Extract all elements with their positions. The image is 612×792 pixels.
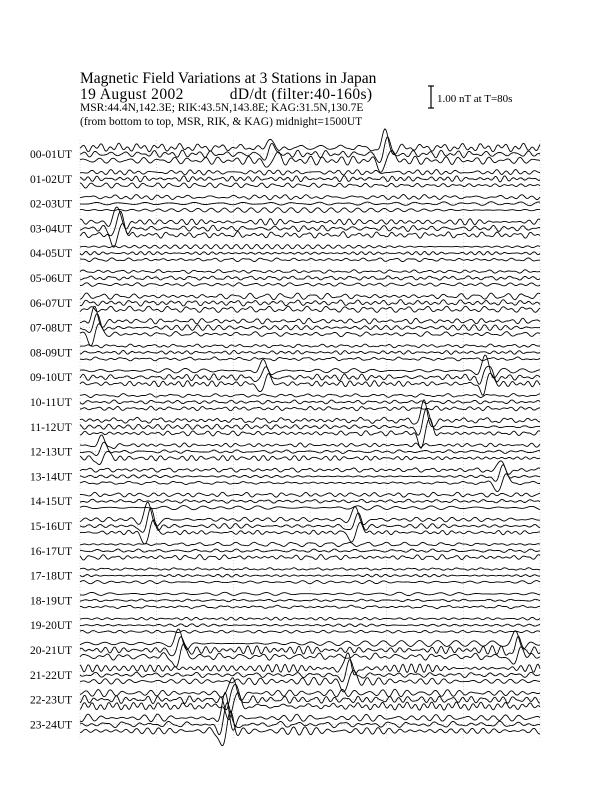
station-trace-rik — [80, 400, 540, 404]
hour-label: 16-17UT — [30, 545, 73, 558]
hour-label: 01-02UT — [30, 173, 73, 186]
station-trace-kag — [80, 306, 540, 327]
station-trace-msr — [80, 324, 540, 346]
stations-info: MSR:44.4N,142.3E; RIK:43.5N,143.8E; KAG:31.5N,130.7E — [80, 102, 364, 114]
hour-label: 08-09UT — [30, 347, 73, 360]
hour-label: 07-08UT — [30, 322, 73, 335]
scale-bar-label: 1.00 nT at T=80s — [437, 93, 513, 105]
station-trace-rik — [80, 499, 540, 503]
station-order-note: (from bottom to top, MSR, RIK, & KAG) midnight=1500UT — [80, 116, 363, 128]
hour-label: 23-24UT — [30, 719, 73, 732]
hour-label: 22-23UT — [30, 694, 73, 707]
station-trace-rik — [80, 636, 540, 656]
hour-label: 06-07UT — [30, 297, 73, 310]
hour-label: 21-22UT — [30, 669, 73, 682]
hour-label: 17-18UT — [30, 570, 73, 583]
station-trace-msr — [80, 555, 540, 560]
hour-label: 11-12UT — [30, 421, 72, 434]
hour-label: 05-06UT — [30, 273, 73, 285]
hour-label: 12-13UT — [30, 446, 73, 459]
hour-label: 03-04UT — [30, 223, 73, 236]
scale-bar — [428, 86, 434, 108]
station-trace-msr — [80, 283, 540, 287]
station-trace-msr — [80, 520, 540, 544]
hour-label: 13-14UT — [30, 471, 73, 484]
station-trace-kag — [80, 502, 540, 526]
station-trace-msr — [80, 208, 540, 213]
row-labels — [30, 149, 72, 731]
station-trace-msr — [80, 373, 540, 395]
station-trace-kag — [80, 195, 540, 200]
hour-label: 09-10UT — [30, 372, 73, 385]
station-trace-kag — [80, 617, 540, 620]
hour-label: 00-01UT — [30, 149, 73, 161]
station-trace-msr — [80, 183, 540, 188]
hour-label: 02-03UT — [30, 198, 73, 211]
hour-label: 10-11UT — [30, 397, 72, 409]
date-label: 19 August 2002 — [80, 86, 184, 103]
quantity-label: dD/dt (filter:40-160s) — [229, 86, 373, 103]
chart-title: Magnetic Field Variations at 3 Stations in Japan — [80, 70, 377, 87]
station-trace-msr — [80, 258, 540, 262]
station-trace-kag — [80, 129, 540, 155]
station-trace-kag — [80, 592, 540, 595]
hour-label: 19-20UT — [30, 620, 73, 633]
station-trace-msr — [80, 581, 540, 584]
hour-label: 15-16UT — [30, 521, 73, 533]
hour-label: 14-15UT — [30, 496, 73, 509]
hour-label: 20-21UT — [30, 645, 73, 657]
hour-label: 04-05UT — [30, 248, 73, 261]
station-trace-msr — [80, 357, 540, 361]
hour-label: 18-19UT — [30, 595, 73, 608]
station-trace-rik — [80, 574, 540, 577]
